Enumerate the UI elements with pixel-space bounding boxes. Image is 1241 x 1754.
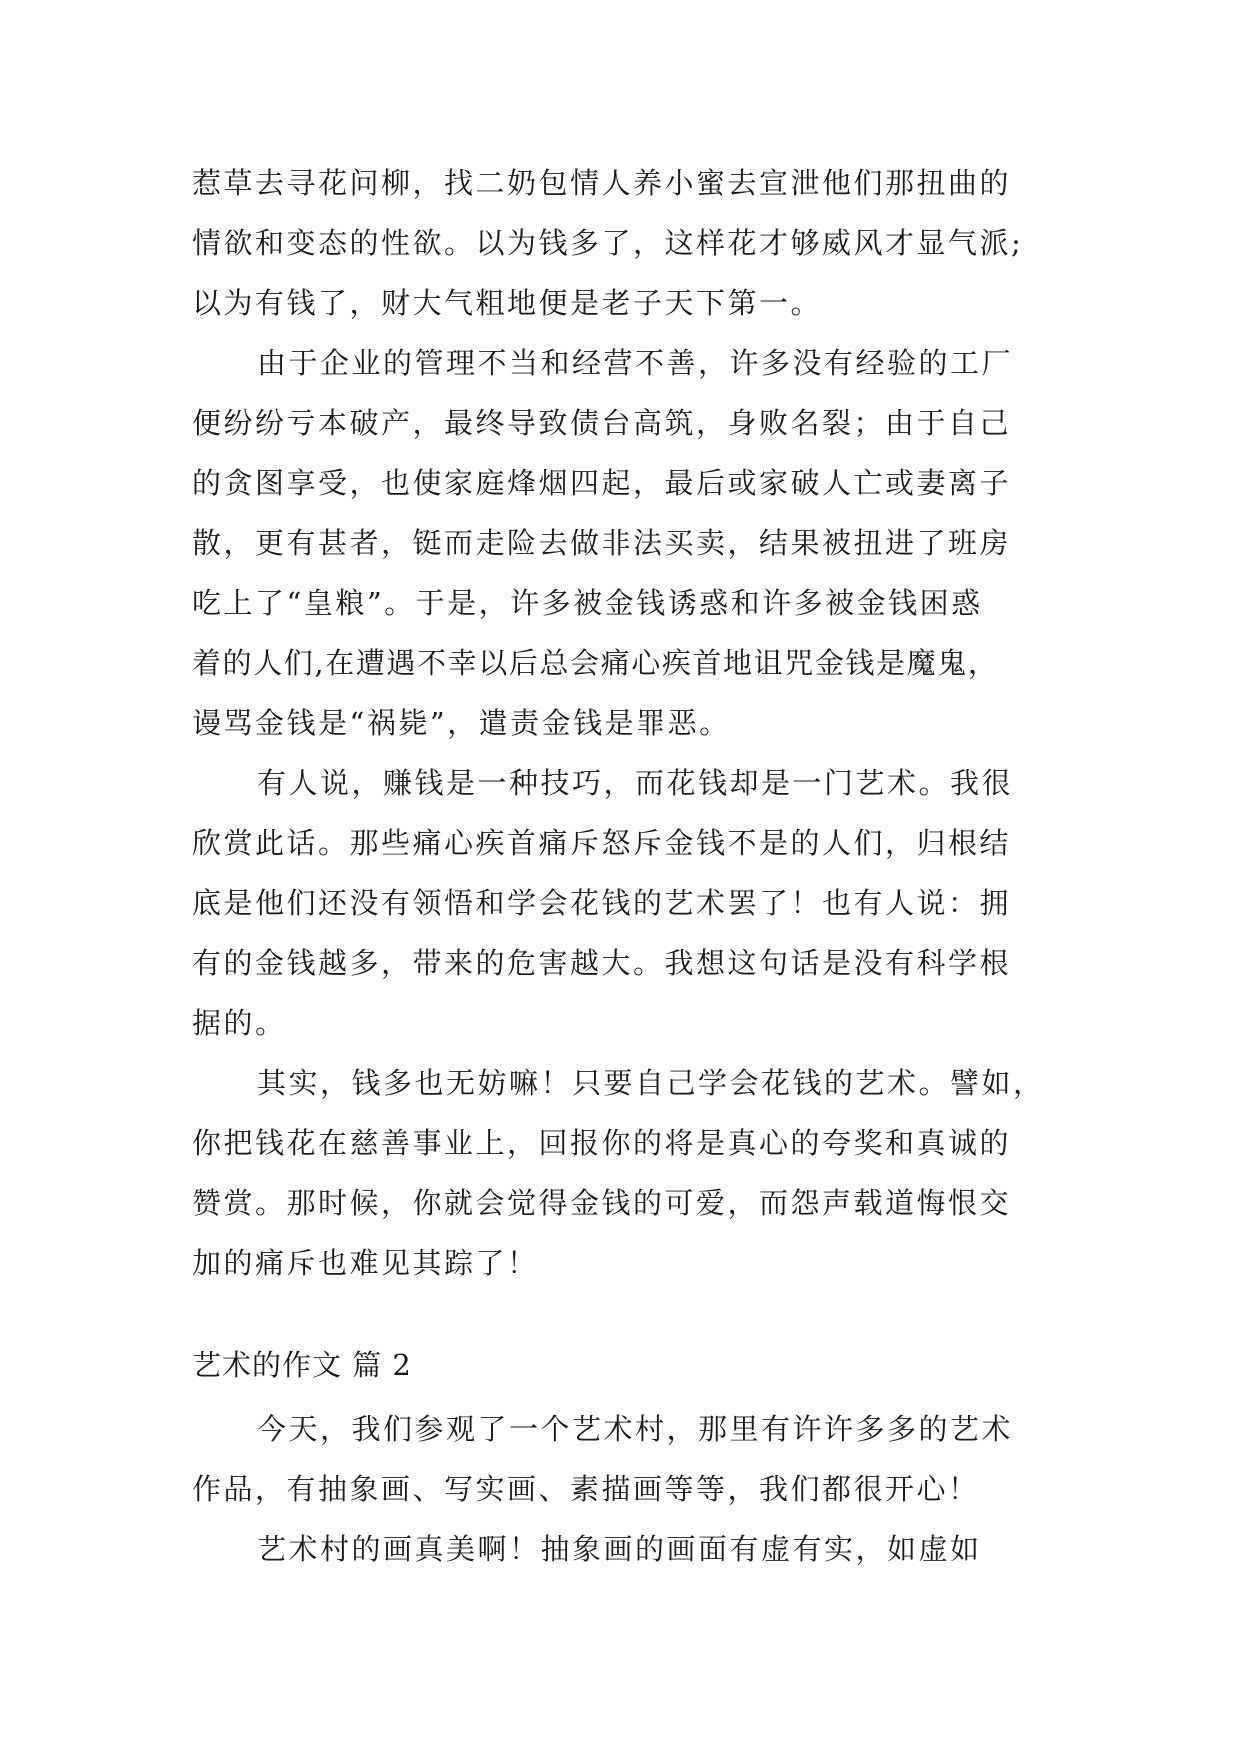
paragraph-6-line-1: 艺术村的画真美啊！抽象画的画面有虚有实，如虚如	[257, 1532, 982, 1566]
paragraph-2-line-2: 便纷纷亏本破产，最终导致债台高筑，身败名裂；由于自己	[192, 406, 1012, 440]
paragraph-5-line-1: 今天，我们参观了一个艺术村，那里有许许多多的艺术	[257, 1412, 1014, 1446]
paragraph-2-line-6: 着的人们,在遭遇不幸以后总会痛心疾首地诅咒金钱是魔鬼，	[192, 646, 999, 680]
paragraph-1-line-1: 惹草去寻花问柳，找二奶包情人养小蜜去宣泄他们那扭曲的	[192, 166, 1012, 200]
paragraph-2-line-5: 吃上了“皇粮”。于是，许多被金钱诱惑和许多被金钱困惑	[192, 586, 983, 620]
paragraph-3-line-2: 欣赏此话。那些痛心疾首痛斥怒斥金钱不是的人们，归根结	[192, 826, 1012, 860]
paragraph-1-line-3: 以为有钱了，财大气粗地便是老子天下第一。	[192, 286, 823, 320]
section-heading: 艺术的作文 篇 2	[192, 1348, 412, 1382]
paragraph-2-line-1: 由于企业的管理不当和经营不善，许多没有经验的工厂	[257, 346, 1014, 380]
paragraph-5-line-2: 作品，有抽象画、写实画、素描画等等，我们都很开心！	[192, 1472, 980, 1506]
paragraph-3-line-5: 据的。	[192, 1006, 287, 1040]
paragraph-3-line-3: 底是他们还没有领悟和学会花钱的艺术罢了！也有人说：拥	[192, 886, 1012, 920]
paragraph-4-line-3: 赞赏。那时候，你就会觉得金钱的可爱，而怨声载道悔恨交	[192, 1186, 1012, 1220]
paragraph-2-line-7: 谩骂金钱是“祸毙”，遣责金钱是罪恶。	[192, 706, 731, 740]
paragraph-4-line-4: 加的痛斥也难见其踪了！	[192, 1246, 539, 1280]
paragraph-2-line-4: 散，更有甚者，铤而走险去做非法买卖，结果被扭进了班房	[192, 526, 1012, 560]
paragraph-2-line-3: 的贪图享受，也使家庭烽烟四起，最后或家破人亡或妻离子	[192, 466, 1012, 500]
paragraph-1-line-2: 情欲和变态的性欲。以为钱多了，这样花才够威风才显气派;	[192, 226, 1024, 260]
paragraph-4-line-2: 你把钱花在慈善事业上，回报你的将是真心的夸奖和真诚的	[192, 1126, 1012, 1160]
paragraph-4-line-1: 其实，钱多也无妨嘛！只要自己学会花钱的艺术。譬如，	[257, 1066, 1045, 1100]
paragraph-3-line-4: 有的金钱越多，带来的危害越大。我想这句话是没有科学根	[192, 946, 1012, 980]
paragraph-3-line-1: 有人说，赚钱是一种技巧，而花钱却是一门艺术。我很	[257, 766, 1014, 800]
